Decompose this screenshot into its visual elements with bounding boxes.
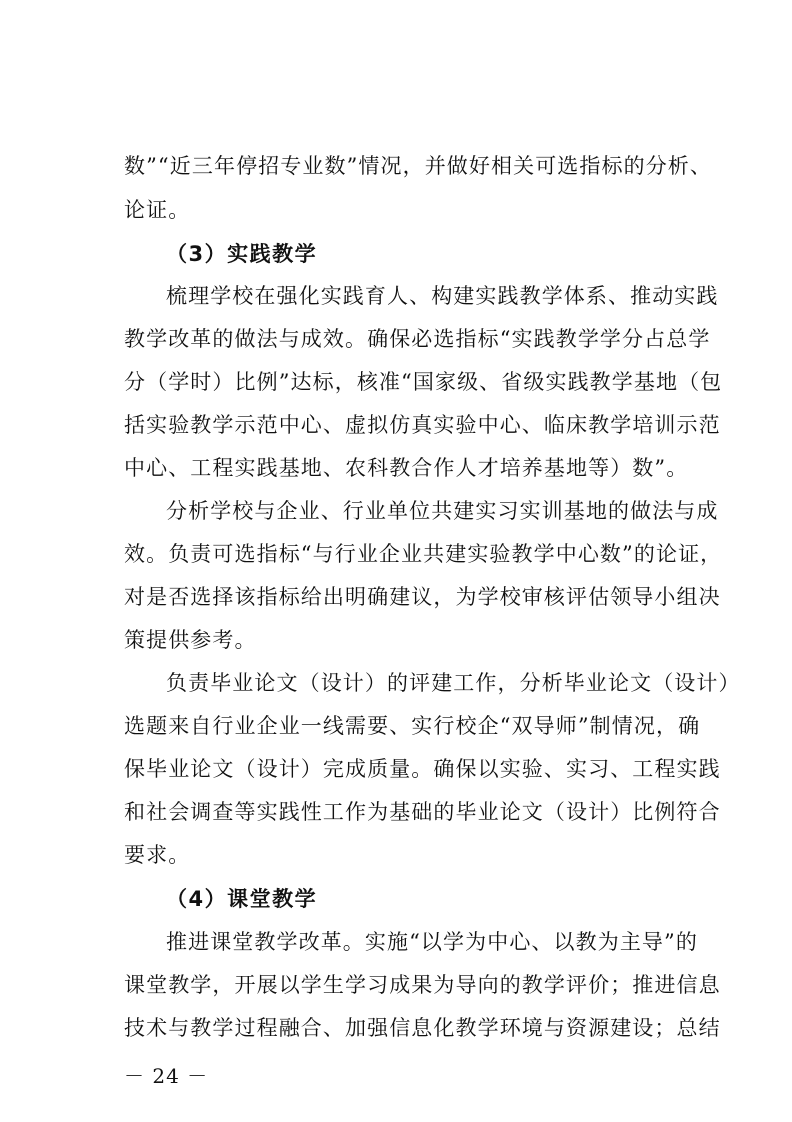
text-line: 负责毕业论文（设计）的评建工作，分析毕业论文（设计） [166,671,741,695]
text-line: 梳理学校在强化实践育人、构建实践教学体系、推动实践 [166,284,719,308]
text-line: 教学改革的做法与成效。确保必选指标“实践教学学分占总学 [124,327,711,351]
text-line: 策提供参考。 [124,628,257,652]
section-heading: （4）课堂教学 [166,887,318,911]
text-line: 选题来自行业企业一线需要、实行校企“双导师”制情况，确 [124,714,701,738]
text-line: 中心、工程实践基地、农科教合作人才培养基地等）数”。 [124,456,689,480]
text-line: 论证。 [124,198,191,222]
text-line: 对是否选择该指标给出明确建议，为学校审核评估领导小组决 [124,585,721,609]
text-line: 保毕业论文（设计）完成质量。确保以实验、实习、工程实践 [124,757,721,781]
text-line: 分析学校与企业、行业单位共建实习实训基地的做法与成 [166,499,719,523]
text-line: 要求。 [124,843,191,867]
section-heading: （3）实践教学 [166,242,318,266]
text-line: 推进课堂教学改革。实施“以学为中心、以教为主导”的 [166,930,698,954]
page-number: － 24 － [124,1064,209,1088]
text-line: 技术与教学过程融合、加强信息化教学环境与资源建设；总结 [124,1016,721,1040]
text-line: 数”“近三年停招专业数”情况，并做好相关可选指标的分析、 [124,154,713,178]
text-line: 课堂教学，开展以学生学习成果为导向的教学评价；推进信息 [124,973,721,997]
text-line: 和社会调查等实践性工作为基础的毕业论文（设计）比例符合 [124,800,721,824]
text-line: 效。负责可选指标“与行业企业共建实验教学中心数”的论证， [124,542,723,566]
text-line: 分（学时）比例”达标，核准“国家级、省级实践教学基地（包 [124,370,723,394]
text-line: 括实验教学示范中心、虚拟仿真实验中心、临床教学培训示范 [124,413,721,437]
